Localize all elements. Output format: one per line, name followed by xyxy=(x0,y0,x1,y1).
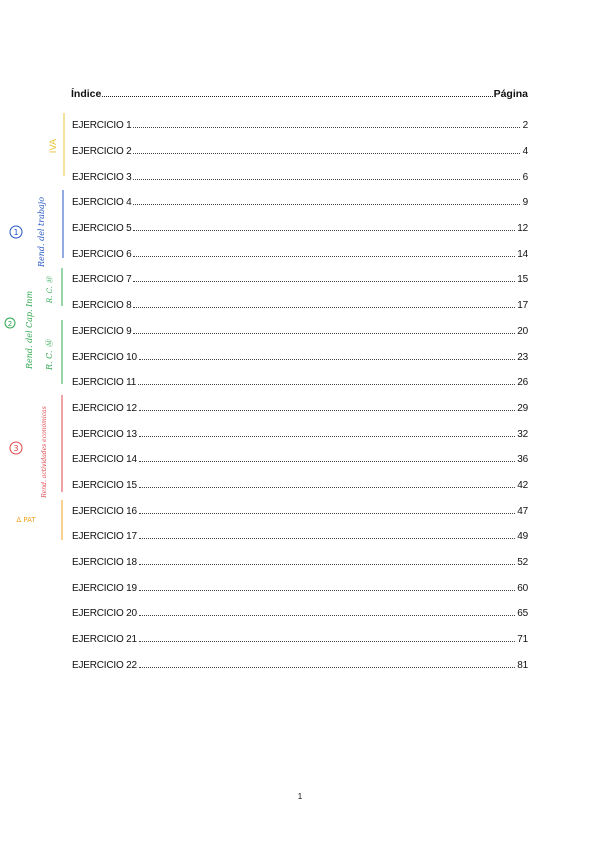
group2-annotation-text: Rend. del Cap. Inm xyxy=(25,290,34,370)
toc-entry-leader xyxy=(139,564,515,565)
toc-entry[interactable] xyxy=(72,396,528,422)
toc-entry-label: EJERCICIO 10 xyxy=(72,351,137,363)
toc-entry-leader xyxy=(139,513,515,514)
toc-entry-leader xyxy=(139,667,515,668)
toc-entry-leader xyxy=(133,281,515,282)
group1-circle-label: 1 xyxy=(13,228,19,237)
toc-entry-page: 15 xyxy=(517,274,528,286)
toc-entry-label: EJERCICIO 16 xyxy=(72,505,137,517)
toc-entry-page: 6 xyxy=(522,171,528,183)
toc-entry[interactable] xyxy=(72,575,528,601)
toc-header xyxy=(71,88,528,102)
toc-entry-label: EJERCICIO 1 xyxy=(72,120,132,132)
toc-entry-label: EJERCICIO 3 xyxy=(72,171,132,183)
toc-entry[interactable] xyxy=(72,267,528,293)
group2b-annotation-text: R. C. Ⓜ xyxy=(45,339,54,371)
toc-entry-leader xyxy=(139,615,515,616)
group1-annotation-text: Rend. del trabajo xyxy=(37,196,46,268)
toc-entry-label: EJERCICIO 20 xyxy=(72,608,137,620)
toc-entry-label: EJERCICIO 5 xyxy=(72,223,132,235)
toc-entry[interactable] xyxy=(72,139,528,165)
toc-entry-leader xyxy=(133,307,515,308)
toc-entry[interactable] xyxy=(72,319,528,345)
toc-entry-leader xyxy=(139,487,515,488)
toc-entry-leader xyxy=(139,641,515,642)
toc-entry-leader xyxy=(139,436,515,437)
toc-entry-page: 9 xyxy=(522,197,528,209)
toc-entry[interactable] xyxy=(72,447,528,473)
toc-entry-page: 47 xyxy=(517,505,528,517)
toc-entry-leader xyxy=(139,461,515,462)
toc-entry-leader xyxy=(138,384,515,385)
toc-entry-page: 71 xyxy=(517,634,528,646)
toc-entry[interactable] xyxy=(72,652,528,678)
group3-circle-label: 3 xyxy=(13,444,19,453)
toc-entry-leader xyxy=(133,256,515,257)
toc-entry[interactable] xyxy=(72,601,528,627)
toc-entry-leader xyxy=(139,590,515,591)
toc-entry-page: 20 xyxy=(517,325,528,337)
group2-circle-label: 2 xyxy=(7,320,13,328)
toc-entry[interactable] xyxy=(72,164,528,190)
toc-entry-page: 2 xyxy=(522,120,528,132)
toc-entry-page: 52 xyxy=(517,557,528,569)
toc-list xyxy=(72,113,528,678)
toc-entry-page: 36 xyxy=(517,454,528,466)
group3-circle-icon xyxy=(10,442,22,454)
toc-entry[interactable] xyxy=(72,550,528,576)
toc-page-column-label: Página xyxy=(493,88,528,100)
group3-annotation-text: Rend. actividades económicas xyxy=(41,406,48,498)
toc-entry-page: 65 xyxy=(517,608,528,620)
group1-circle-icon xyxy=(10,226,22,238)
toc-entry-label: EJERCICIO 22 xyxy=(72,659,137,671)
toc-entry-label: EJERCICIO 7 xyxy=(72,274,132,286)
toc-entry-page: 17 xyxy=(517,300,528,312)
toc-header-leader xyxy=(102,96,492,97)
toc-entry-page: 42 xyxy=(517,479,528,491)
toc-entry-label: EJERCICIO 11 xyxy=(72,377,137,389)
toc-entry[interactable] xyxy=(72,216,528,242)
toc-entry-page: 32 xyxy=(517,428,528,440)
group2-sub-annotation-text: R. C. Ⓜ xyxy=(46,276,54,304)
toc-entry-leader xyxy=(133,204,520,205)
toc-entry-leader xyxy=(133,230,515,231)
toc-entry[interactable] xyxy=(72,370,528,396)
toc-entry[interactable] xyxy=(72,524,528,550)
toc-entry[interactable] xyxy=(72,293,528,319)
toc-entry-leader xyxy=(139,410,515,411)
toc-entry-leader xyxy=(133,153,520,154)
toc-entry[interactable] xyxy=(72,344,528,370)
toc-entry-leader xyxy=(133,179,520,180)
toc-entry-page: 81 xyxy=(517,659,528,671)
toc-entry-label: EJERCICIO 14 xyxy=(72,454,137,466)
toc-entry-leader xyxy=(133,127,520,128)
toc-entry-label: EJERCICIO 21 xyxy=(72,634,137,646)
toc-entry-label: EJERCICIO 15 xyxy=(72,479,137,491)
group2-circle-icon xyxy=(5,318,15,328)
toc-entry-label: EJERCICIO 6 xyxy=(72,248,132,260)
toc-entry-page: 26 xyxy=(517,377,528,389)
toc-entry-label: EJERCICIO 2 xyxy=(72,146,132,158)
toc-entry-label: EJERCICIO 17 xyxy=(72,531,137,543)
toc-entry-page: 12 xyxy=(517,223,528,235)
toc-entry-page: 23 xyxy=(517,351,528,363)
toc-entry-page: 4 xyxy=(522,146,528,158)
toc-entry[interactable] xyxy=(72,627,528,653)
toc-entry-leader xyxy=(139,359,515,360)
toc-entry-label: EJERCICIO 12 xyxy=(72,402,137,414)
toc-entry-leader xyxy=(139,538,515,539)
toc-entry-page: 29 xyxy=(517,402,528,414)
toc-entry[interactable] xyxy=(72,421,528,447)
toc-entry[interactable] xyxy=(72,498,528,524)
toc-entry[interactable] xyxy=(72,113,528,139)
toc-entry-page: 14 xyxy=(517,248,528,260)
toc-entry[interactable] xyxy=(72,241,528,267)
toc-entry-label: EJERCICIO 13 xyxy=(72,428,137,440)
toc-entry-label: EJERCICIO 4 xyxy=(72,197,132,209)
toc-entry-leader xyxy=(133,333,515,334)
toc-entry-page: 60 xyxy=(517,582,528,594)
page-number: 1 xyxy=(297,792,303,801)
toc-entry-label: EJERCICIO 8 xyxy=(72,300,132,312)
toc-entry[interactable] xyxy=(72,473,528,499)
toc-entry[interactable] xyxy=(72,190,528,216)
toc-entry-label: EJERCICIO 19 xyxy=(72,582,137,594)
toc-title: Índice xyxy=(71,88,102,100)
toc-entry-label: EJERCICIO 18 xyxy=(72,557,137,569)
iva-annotation-text: IVA xyxy=(49,138,59,154)
toc-entry-label: EJERCICIO 9 xyxy=(72,325,132,337)
toc-entry-page: 49 xyxy=(517,531,528,543)
pat-annotation-text: Δ PAT xyxy=(16,516,36,524)
